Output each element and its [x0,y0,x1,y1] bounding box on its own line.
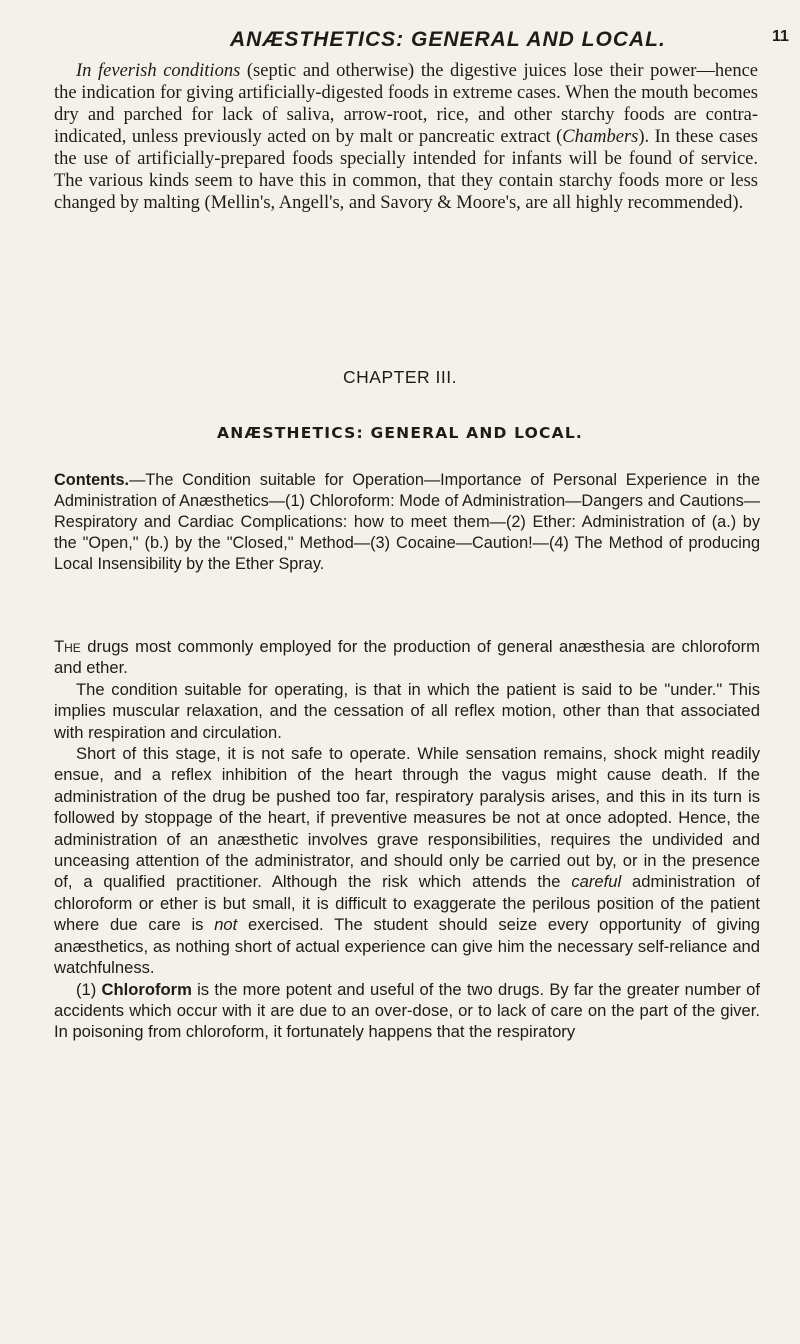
paragraph-3-italic-careful: careful [571,872,622,892]
top-paragraph [54,60,758,214]
paragraph-3 [54,743,760,978]
paragraph-1 [54,636,760,679]
paragraph-4-text: is the more potent and useful of the two drugs. By far the greater number of accidents which occur with it are due to an over-dose, or to lack of care on the part of the giver. In poisoning from chloroform, it fortunately happens that the respiratory [54,979,761,1042]
chapter-body [54,636,760,1043]
paragraph-text-end: ). In these cases the use of artificially-prepared foods specially intended for infants will be found of service. The various kinds seem to have this in common, that they contain starchy foods more or less changed by malting (Mellin's, Angell's, and Savory & Moore's, are all highly recommended). [54,127,758,213]
paragraph-4-lead: (1) [76,979,102,999]
chloroform-heading: Chloroform [101,979,192,999]
contents-text: —The Condition suitable for Operation—Importance of Personal Experience in the Administration of Anæsthetics—(1) Chloroform: Mode of Administration—Dangers and Cautions—Respiratory and Cardiac Complications: how to meet them—(2) Ether: Administration of (a.) by the "Open," (b.) by the "Closed," Method—(3) Cocaine—Caution!—(4) The Method of producing Local Insensibility by the Ether Spray. [54,471,760,573]
contents-label: Contents. [54,471,130,489]
paragraph-3-text-c: exercised. The student should seize every opportunity of giving anæsthetics, as nothing short of actual experience can give him the necessary self-reliance and watchfulness. [54,915,760,978]
italic-reference: Chambers [562,127,639,147]
italic-lead: In feverish conditions [76,61,241,81]
top-paragraph-block [54,60,758,214]
paragraph-3-text-b: administration of chloroform or ether is but small, it is difficult to exaggerate the perilous position of the patient where due care is [54,872,761,935]
chapter-number: CHAPTER III. [343,367,457,387]
paragraph-3-text-a: Short of this stage, it is not safe to operate. While sensation remains, shock might readily ensue, and a reflex inhibition of the heart through the vagus might cause death. If the administration of the drug be pushed too far, respiratory paralysis arises, and this in its turn is followed by stoppage of the heart, if preventive measures be not at once adopted. Hence, the administration of an anæsthetic involves grave responsibilities, requires the undivided and unceasing attention of the administrator, and should only be carried out by, or in the presence of, a qualified practitioner. Although the risk which attends the [54,744,760,892]
page-number: 11 [772,28,789,45]
paragraph-1-lead: The [54,637,81,656]
chapter-contents [54,470,760,575]
paragraph-3-italic-not: not [214,915,238,935]
paragraph-2: The condition suitable for operating, is that in which the patient is said to be "under." This implies muscular relaxation, and the cessation of all reflex motion, other than that associated with respiration and circulation. [54,679,760,742]
paragraph-4 [54,979,760,1043]
running-title: ANÆSTHETICS: GENERAL AND LOCAL. [230,28,666,51]
paragraph-text: (septic and otherwise) the digestive juices lose their power—hence the indication for giving artificially-digested foods in extreme cases. When the mouth becomes dry and parched for lack of saliva, arrow-root, rice, and other starchy foods are contra-indicated, unless previously acted on by malt or pancreatic extract ( [54,61,758,147]
chapter-title: ANÆSTHETICS: GENERAL AND LOCAL. [217,424,583,442]
paragraph-1-text: drugs most commonly employed for the production of general anæsthesia are chloroform and ether. [54,637,760,678]
